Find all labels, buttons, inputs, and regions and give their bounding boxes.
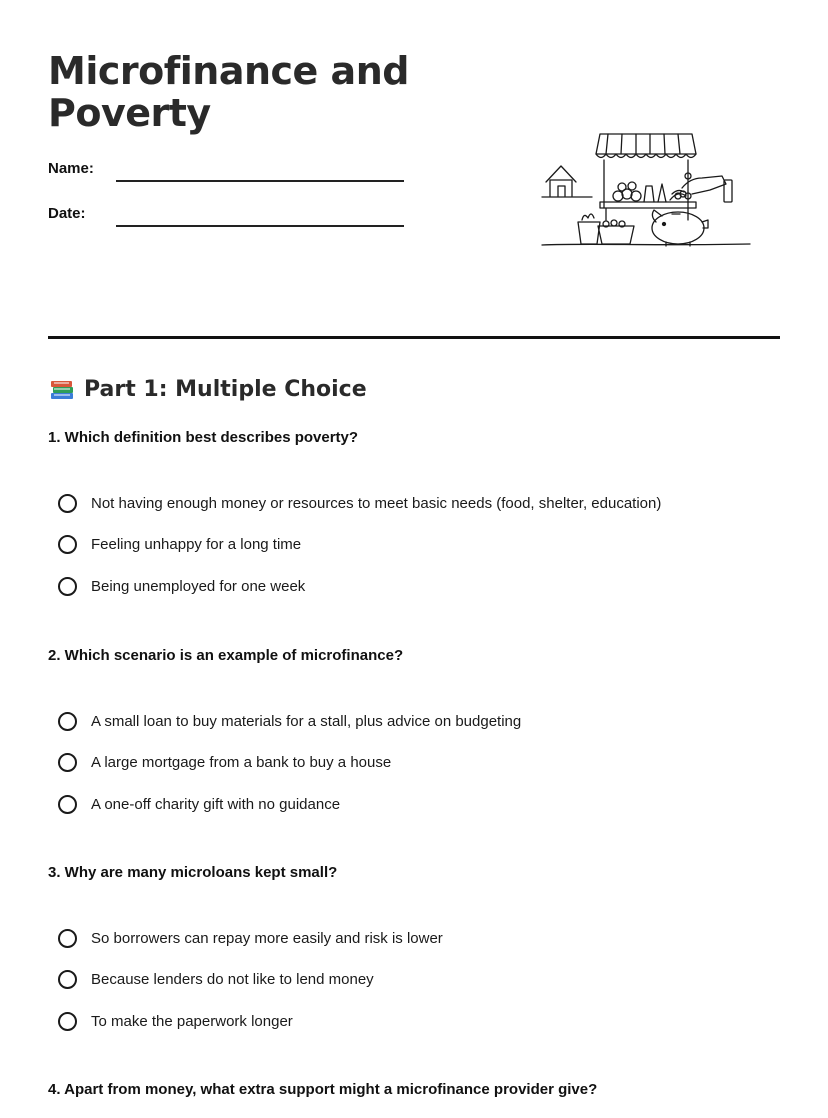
radio-button[interactable] [58, 535, 77, 554]
option-label: A one-off charity gift with no guidance [91, 795, 341, 813]
worksheet-title [48, 50, 468, 134]
question-1: 1. Which definition best describes poverty? [48, 429, 359, 446]
section-heading [48, 372, 367, 406]
radio-button[interactable] [58, 753, 77, 772]
radio-button[interactable] [58, 1012, 77, 1031]
date-field[interactable] [116, 225, 404, 227]
radio-button[interactable] [58, 494, 77, 513]
radio-button[interactable] [58, 712, 77, 731]
date-label: Date: [48, 205, 86, 222]
section-heading-text: Part 1: Multiple Choice [84, 376, 367, 402]
radio-button[interactable] [58, 929, 77, 948]
q3-option-a[interactable] [58, 926, 443, 950]
option-label: To make the paperwork longer [91, 1012, 293, 1030]
radio-button[interactable] [58, 577, 77, 596]
title-line-1: Microfinance and [48, 49, 409, 93]
books-icon [48, 375, 76, 403]
q1-option-b[interactable] [58, 532, 301, 556]
q1-option-c[interactable] [58, 574, 305, 598]
radio-button[interactable] [58, 970, 77, 989]
q2-option-c[interactable] [58, 792, 340, 816]
q3-option-c[interactable] [58, 1009, 293, 1033]
q2-option-a[interactable] [58, 709, 521, 733]
name-field[interactable] [116, 180, 404, 182]
radio-button[interactable] [58, 795, 77, 814]
option-label: So borrowers can repay more easily and risk is lower [91, 929, 443, 947]
option-label: Being unemployed for one week [91, 577, 306, 595]
question-4: 4. Apart from money, what extra support might a microfinance provider give? [48, 1081, 598, 1098]
question-2: 2. Which scenario is an example of microfinance? [48, 647, 404, 664]
option-label: Not having enough money or resources to meet basic needs (food, shelter, education) [91, 494, 662, 512]
question-3: 3. Why are many microloans kept small? [48, 864, 338, 881]
option-label: Feeling unhappy for a long time [91, 535, 302, 553]
name-label: Name: [48, 160, 94, 177]
title-line-2: Poverty [48, 91, 211, 135]
option-label: Because lenders do not like to lend money [91, 970, 374, 988]
q3-option-b[interactable] [58, 967, 374, 991]
header-divider [48, 336, 780, 339]
option-label: A large mortgage from a bank to buy a house [91, 753, 392, 771]
option-label: A small loan to buy materials for a stall, plus advice on budgeting [91, 712, 522, 730]
market-stall-piggy-bank-illustration [532, 124, 756, 254]
q1-option-a[interactable] [58, 491, 661, 515]
q2-option-b[interactable] [58, 750, 391, 774]
